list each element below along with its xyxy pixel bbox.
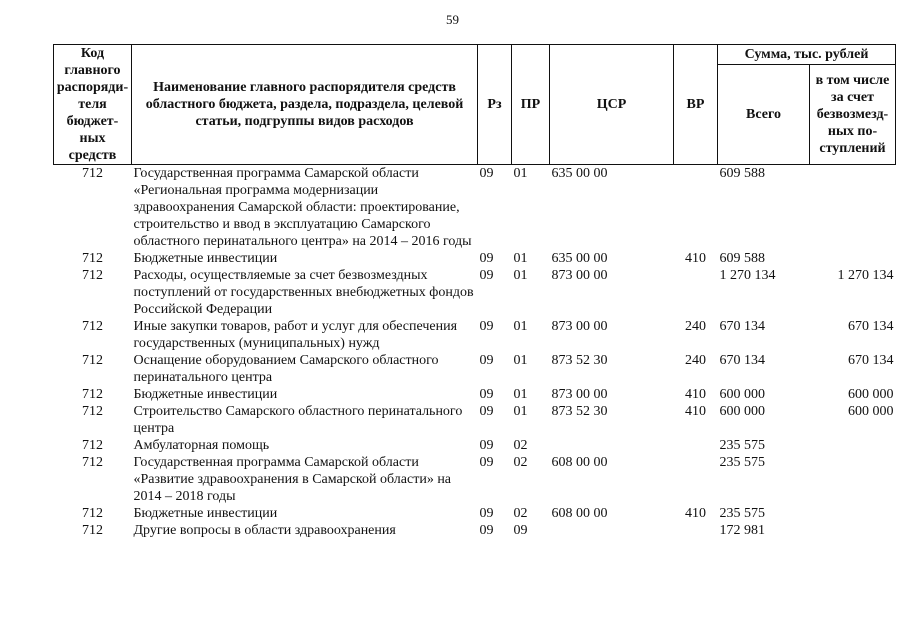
- header-csr: ЦСР: [550, 45, 674, 165]
- cell-csr: 608 00 00: [551, 506, 608, 521]
- cell-pr: 01: [513, 353, 528, 368]
- cell-code: 712: [82, 387, 103, 402]
- table-row: [54, 352, 896, 386]
- cell-name: Другие вопросы в области здравоохранения: [133, 523, 396, 538]
- cell-rz: 09: [479, 387, 494, 402]
- cell-code: 712: [82, 404, 103, 419]
- cell-name: Амбулаторная помощь: [133, 438, 270, 453]
- table-row: [54, 522, 896, 539]
- cell-code: 712: [82, 455, 103, 470]
- cell-pr: 01: [513, 268, 528, 283]
- cell-pr: 01: [513, 319, 528, 334]
- table-row: [54, 386, 896, 403]
- header-code: Код главного распоряди-теля бюджет-ных средств: [54, 45, 132, 165]
- cell-total: 600 000: [719, 404, 765, 419]
- cell-name: Строительство Самарского областного перинатального центра: [133, 404, 463, 436]
- header-pr: ПР: [512, 45, 550, 165]
- cell-vr: 240: [685, 353, 706, 368]
- cell-vr: [674, 267, 718, 318]
- cell-code: 712: [82, 251, 103, 266]
- table-row: [54, 454, 896, 505]
- cell-csr: [550, 437, 674, 454]
- cell-total: 670 134: [719, 353, 765, 368]
- cell-name: Бюджетные инвестиции: [133, 251, 278, 266]
- cell-vr: [674, 454, 718, 505]
- cell-csr: [550, 522, 674, 539]
- cell-rz: 09: [479, 404, 494, 419]
- cell-pr: 01: [513, 387, 528, 402]
- page-number: 59: [446, 12, 459, 27]
- cell-csr: 873 00 00: [551, 387, 608, 402]
- cell-rz: 09: [479, 523, 494, 538]
- header-row-1: [54, 45, 896, 65]
- cell-name: Иные закупки товаров, работ и услуг для обеспечения государственных (муниципальных) нужд: [133, 319, 458, 351]
- cell-total: 1 270 134: [719, 268, 776, 283]
- cell-csr: 635 00 00: [551, 166, 608, 181]
- cell-name: Оснащение оборудованием Самарского областного перинатального центра: [133, 353, 439, 385]
- cell-pr: 01: [513, 404, 528, 419]
- cell-total: 235 575: [719, 455, 765, 470]
- header-vr: ВР: [674, 45, 718, 165]
- table-row: [54, 505, 896, 522]
- header-sum: Сумма, тыс. рублей: [718, 45, 896, 65]
- header-name: Наименование главного распорядителя средств областного бюджета, раздела, подраздела, целевой статьи, подгруппы видов расходов: [132, 45, 478, 165]
- cell-pr: 02: [513, 506, 528, 521]
- cell-vr: 410: [685, 251, 706, 266]
- cell-rz: 09: [479, 438, 494, 453]
- cell-code: 712: [82, 506, 103, 521]
- cell-vr: [674, 522, 718, 539]
- cell-code: 712: [82, 353, 103, 368]
- cell-csr: 608 00 00: [551, 455, 608, 470]
- cell-grants: [810, 437, 896, 454]
- cell-vr: 240: [685, 319, 706, 334]
- cell-vr: 410: [685, 404, 706, 419]
- cell-name: Государственная программа Самарской области «Региональная программа модернизации здравоохранения Самарской области: проектирование, строительство и ввод в эксплуатацию Самарского областного перинатального центра» на 2014 – 2016 годы: [133, 166, 472, 249]
- cell-grants: 670 134: [848, 353, 894, 368]
- cell-rz: 09: [479, 506, 494, 521]
- cell-rz: 09: [479, 251, 494, 266]
- header-rz: Рз: [478, 45, 512, 165]
- cell-total: 609 588: [719, 251, 765, 266]
- table-row: [54, 267, 896, 318]
- cell-total: 609 588: [719, 166, 765, 181]
- budget-table: [53, 44, 896, 539]
- table-row: [54, 318, 896, 352]
- cell-csr: 873 52 30: [551, 404, 608, 419]
- cell-total: 670 134: [719, 319, 765, 334]
- cell-grants: [810, 505, 896, 522]
- cell-pr: 02: [513, 455, 528, 470]
- cell-vr: [674, 165, 718, 251]
- cell-total: 235 575: [719, 438, 765, 453]
- cell-vr: [674, 437, 718, 454]
- table-body: [54, 165, 896, 540]
- cell-grants: 670 134: [848, 319, 894, 334]
- cell-rz: 09: [479, 268, 494, 283]
- cell-pr: 01: [513, 166, 528, 181]
- cell-grants: 600 000: [848, 404, 894, 419]
- cell-pr: 09: [513, 523, 528, 538]
- cell-grants: 1 270 134: [837, 268, 894, 283]
- cell-code: 712: [82, 523, 103, 538]
- cell-vr: 410: [685, 506, 706, 521]
- cell-rz: 09: [479, 353, 494, 368]
- cell-total: 235 575: [719, 506, 765, 521]
- cell-name: Расходы, осуществляемые за счет безвозмездных поступлений от государственных внебюджетных фондов Российской Федерации: [133, 268, 474, 317]
- table-row: [54, 437, 896, 454]
- cell-code: 712: [82, 319, 103, 334]
- cell-pr: 02: [513, 438, 528, 453]
- cell-code: 712: [82, 438, 103, 453]
- cell-name: Бюджетные инвестиции: [133, 387, 278, 402]
- cell-csr: 873 00 00: [551, 268, 608, 283]
- cell-name: Государственная программа Самарской области «Развитие здравоохранения в Самарской области» на 2014 – 2018 годы: [133, 455, 452, 504]
- cell-vr: 410: [685, 387, 706, 402]
- cell-grants: [810, 165, 896, 251]
- cell-csr: 873 52 30: [551, 353, 608, 368]
- table-row: [54, 403, 896, 437]
- cell-rz: 09: [479, 166, 494, 181]
- cell-code: 712: [82, 166, 103, 181]
- cell-rz: 09: [479, 455, 494, 470]
- cell-pr: 01: [513, 251, 528, 266]
- cell-code: 712: [82, 268, 103, 283]
- cell-csr: 635 00 00: [551, 251, 608, 266]
- cell-grants: [810, 522, 896, 539]
- cell-csr: 873 00 00: [551, 319, 608, 334]
- cell-rz: 09: [479, 319, 494, 334]
- cell-grants: 600 000: [848, 387, 894, 402]
- header-grants: в том числе за счет безвозмезд-ных по-ступлений: [810, 65, 896, 165]
- table-row: [54, 165, 896, 251]
- cell-grants: [810, 454, 896, 505]
- header-total: Всего: [718, 65, 810, 165]
- cell-total: 172 981: [719, 523, 765, 538]
- cell-name: Бюджетные инвестиции: [133, 506, 278, 521]
- table-row: [54, 250, 896, 267]
- cell-total: 600 000: [719, 387, 765, 402]
- cell-grants: [810, 250, 896, 267]
